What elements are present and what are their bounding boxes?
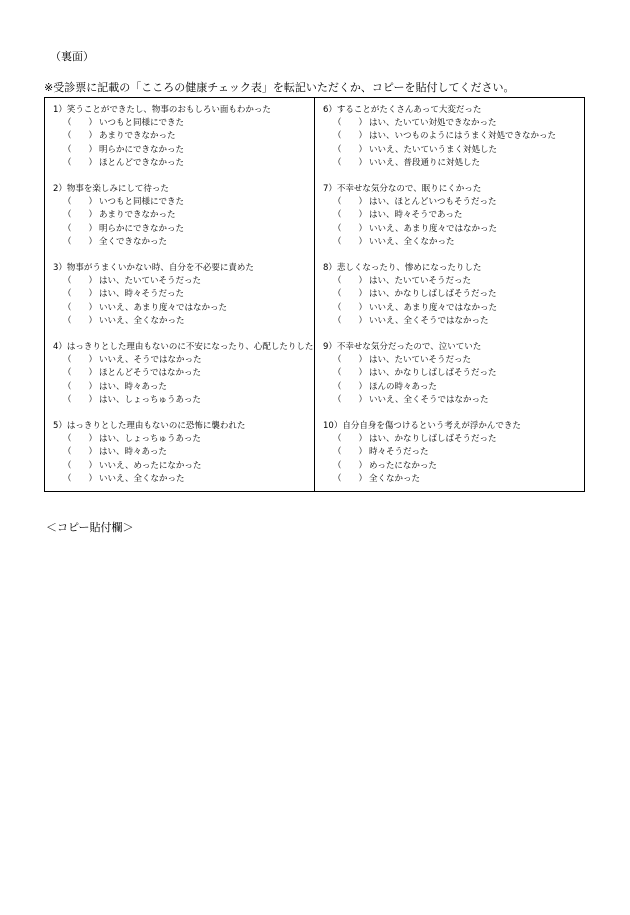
answer-checkbox[interactable]: （ ）	[63, 368, 98, 379]
answer-checkbox[interactable]: （ ）	[63, 460, 98, 471]
answer-option	[323, 288, 584, 301]
question-title: 6）することがたくさんあって大変だった	[323, 105, 482, 115]
answer-option-label: はい、しょっちゅうあった	[99, 434, 201, 445]
answer-option	[323, 117, 584, 130]
answer-option-label: いいえ、そうではなかった	[99, 355, 202, 366]
answer-option-label: はい、時々あった	[99, 381, 167, 392]
answer-option	[323, 433, 584, 446]
answer-option-label: いいえ、あまり度々ではなかった	[369, 223, 498, 234]
answer-option-label: いいえ、全くなかった	[369, 236, 455, 247]
answer-option-label: はい、時々あった	[99, 447, 167, 458]
answer-option-label: いいえ、全くなかった	[99, 315, 185, 326]
answer-option	[323, 315, 584, 328]
answer-option	[53, 354, 314, 367]
answer-checkbox[interactable]: （ ）	[333, 447, 368, 458]
answer-option	[323, 196, 584, 209]
answer-checkbox[interactable]: （ ）	[63, 210, 98, 221]
answer-checkbox[interactable]: （ ）	[333, 157, 368, 168]
answer-option-label: いいえ、普段通りに対処した	[369, 157, 481, 168]
answer-checkbox[interactable]: （ ）	[333, 197, 368, 208]
answer-checkbox[interactable]: （ ）	[63, 473, 98, 484]
answer-checkbox[interactable]: （ ）	[333, 460, 368, 471]
answer-option	[53, 433, 314, 446]
answer-option	[323, 236, 584, 249]
answer-option	[53, 223, 314, 236]
answer-option	[53, 460, 314, 473]
question-block	[53, 183, 314, 262]
copy-paste-area-label: ＜コピー貼付欄＞	[46, 521, 134, 534]
answer-option-label: いいえ、全くそうではなかった	[369, 315, 489, 326]
answer-option	[53, 302, 314, 315]
answer-checkbox[interactable]: （ ）	[333, 276, 368, 287]
answer-option-label: いいえ、あまり度々ではなかった	[99, 302, 228, 313]
page-side-label: （裏面）	[50, 50, 94, 63]
question-title: 1）笑うことができたし、物事のおもしろい面もわかった	[53, 105, 271, 115]
answer-option-label: 全くなかった	[369, 473, 421, 484]
answer-option-label: いいえ、めったになかった	[99, 460, 202, 471]
right-question-column	[315, 98, 584, 491]
answer-option-label: はい、しょっちゅうあった	[99, 394, 201, 405]
check-table	[44, 97, 585, 492]
answer-option	[323, 302, 584, 315]
answer-checkbox[interactable]: （ ）	[333, 355, 368, 366]
answer-option	[53, 315, 314, 328]
answer-checkbox[interactable]: （ ）	[63, 157, 98, 168]
question-block	[53, 420, 314, 499]
answer-option	[53, 130, 314, 143]
answer-checkbox[interactable]: （ ）	[333, 223, 368, 234]
answer-option-label: ほんの時々あった	[369, 381, 437, 392]
answer-option	[323, 367, 584, 380]
question-title: 7）不幸せな気分なので、眠りにくかった	[323, 184, 482, 194]
answer-option-label: はい、たいてい対処できなかった	[369, 118, 497, 129]
answer-checkbox[interactable]: （ ）	[63, 223, 98, 234]
answer-checkbox[interactable]: （ ）	[333, 236, 368, 247]
question-title: 9）不幸せな気分だったので、泣いていた	[323, 342, 482, 352]
answer-option	[53, 473, 314, 486]
answer-option	[53, 157, 314, 170]
question-title: 2）物事を楽しみにして待った	[53, 184, 169, 194]
answer-option	[53, 381, 314, 394]
answer-option	[53, 117, 314, 130]
answer-option-label: ほとんどできなかった	[99, 157, 185, 168]
answer-option	[53, 288, 314, 301]
answer-option-label: いいえ、あまり度々ではなかった	[369, 302, 498, 313]
answer-option-label: あまりできなかった	[99, 131, 176, 142]
answer-checkbox[interactable]: （ ）	[333, 394, 368, 405]
answer-option-label: いつもと同様にできた	[99, 197, 185, 208]
question-block	[323, 341, 584, 420]
answer-checkbox[interactable]: （ ）	[63, 236, 98, 247]
question-block	[53, 262, 314, 341]
answer-option-label: はい、時々そうであった	[369, 210, 463, 221]
answer-checkbox[interactable]: （ ）	[63, 447, 98, 458]
answer-option	[323, 381, 584, 394]
answer-option	[323, 460, 584, 473]
question-title: 10）自分自身を傷つけるという考えが浮かんできた	[323, 421, 521, 431]
answer-option-label: 全くできなかった	[99, 236, 168, 247]
answer-checkbox[interactable]: （ ）	[333, 210, 368, 221]
question-block	[323, 104, 584, 183]
question-title: 3）物事がうまくいかない時、自分を不必要に責めた	[53, 263, 254, 273]
answer-checkbox[interactable]: （ ）	[63, 118, 98, 129]
answer-checkbox[interactable]: （ ）	[63, 434, 98, 445]
answer-option	[53, 209, 314, 222]
answer-option	[323, 223, 584, 236]
answer-option-label: はい、たいていそうだった	[99, 276, 202, 287]
answer-option	[53, 394, 314, 407]
answer-option	[323, 157, 584, 170]
question-block	[53, 341, 314, 420]
answer-option-label: はい、ほとんどいつもそうだった	[369, 197, 497, 208]
answer-option-label: はい、時々そうだった	[99, 289, 185, 300]
answer-option-label: いつもと同様にできた	[99, 118, 185, 129]
answer-option-label: はい、かなりしばしばそうだった	[369, 289, 497, 300]
answer-checkbox[interactable]: （ ）	[333, 434, 368, 445]
answer-checkbox[interactable]: （ ）	[63, 289, 98, 300]
answer-checkbox[interactable]: （ ）	[333, 368, 368, 379]
question-block	[323, 183, 584, 262]
answer-checkbox[interactable]: （ ）	[333, 381, 368, 392]
answer-option-label: はい、かなりしばしばそうだった	[369, 434, 497, 445]
answer-checkbox[interactable]: （ ）	[63, 381, 98, 392]
answer-option	[53, 446, 314, 459]
answer-option-label: はい、かなりしばしばそうだった	[369, 368, 497, 379]
answer-checkbox[interactable]: （ ）	[63, 197, 98, 208]
answer-option-label: いいえ、全くそうではなかった	[369, 394, 489, 405]
answer-option-label: はい、たいていそうだった	[369, 355, 472, 366]
answer-option-label: めったになかった	[369, 460, 437, 471]
answer-option	[53, 275, 314, 288]
answer-checkbox[interactable]: （ ）	[63, 131, 98, 142]
answer-option-label: 時々そうだった	[369, 447, 429, 458]
answer-checkbox[interactable]: （ ）	[63, 276, 98, 287]
answer-checkbox[interactable]: （ ）	[63, 394, 98, 405]
answer-option	[53, 236, 314, 249]
answer-option	[323, 275, 584, 288]
question-block	[53, 104, 314, 183]
answer-option-label: ほとんどそうではなかった	[99, 368, 202, 379]
answer-option-label: いいえ、たいていうまく対処した	[369, 144, 498, 155]
answer-option	[53, 367, 314, 380]
instruction-text: ※受診票に記載の「こころの健康チェック表」を転記いただくか、コピーを貼付してください。	[44, 81, 515, 94]
answer-checkbox[interactable]: （ ）	[333, 315, 368, 326]
answer-option	[323, 209, 584, 222]
answer-option	[323, 446, 584, 459]
answer-checkbox[interactable]: （ ）	[333, 118, 368, 129]
answer-option-label: はい、たいていそうだった	[369, 276, 472, 287]
answer-option-label: あまりできなかった	[99, 210, 176, 221]
answer-option	[323, 473, 584, 486]
answer-option	[323, 354, 584, 367]
question-title: 4）はっきりとした理由もないのに不安になったり、心配したりした	[53, 342, 314, 352]
answer-checkbox[interactable]: （ ）	[63, 302, 98, 313]
answer-option	[53, 196, 314, 209]
answer-checkbox[interactable]: （ ）	[333, 302, 368, 313]
answer-checkbox[interactable]: （ ）	[63, 144, 98, 155]
answer-checkbox[interactable]: （ ）	[333, 289, 368, 300]
answer-checkbox[interactable]: （ ）	[333, 144, 368, 155]
answer-checkbox[interactable]: （ ）	[63, 355, 98, 366]
question-title: 5）はっきりとした理由もないのに恐怖に襲われた	[53, 421, 246, 431]
answer-checkbox[interactable]: （ ）	[333, 131, 368, 142]
answer-checkbox[interactable]: （ ）	[333, 473, 368, 484]
answer-option-label: 明らかにできなかった	[99, 223, 185, 234]
answer-checkbox[interactable]: （ ）	[63, 315, 98, 326]
answer-option	[323, 394, 584, 407]
answer-option	[323, 144, 584, 157]
answer-option-label: はい、いつものようにはうまく対処できなかった	[369, 131, 557, 142]
answer-option	[53, 144, 314, 157]
answer-option-label: いいえ、全くなかった	[99, 473, 185, 484]
answer-option-label: 明らかにできなかった	[99, 144, 185, 155]
answer-option	[323, 130, 584, 143]
question-title: 8）悲しくなったり、惨めになったりした	[323, 263, 482, 273]
question-block	[323, 420, 584, 499]
question-block	[323, 262, 584, 341]
left-question-column	[45, 98, 315, 491]
